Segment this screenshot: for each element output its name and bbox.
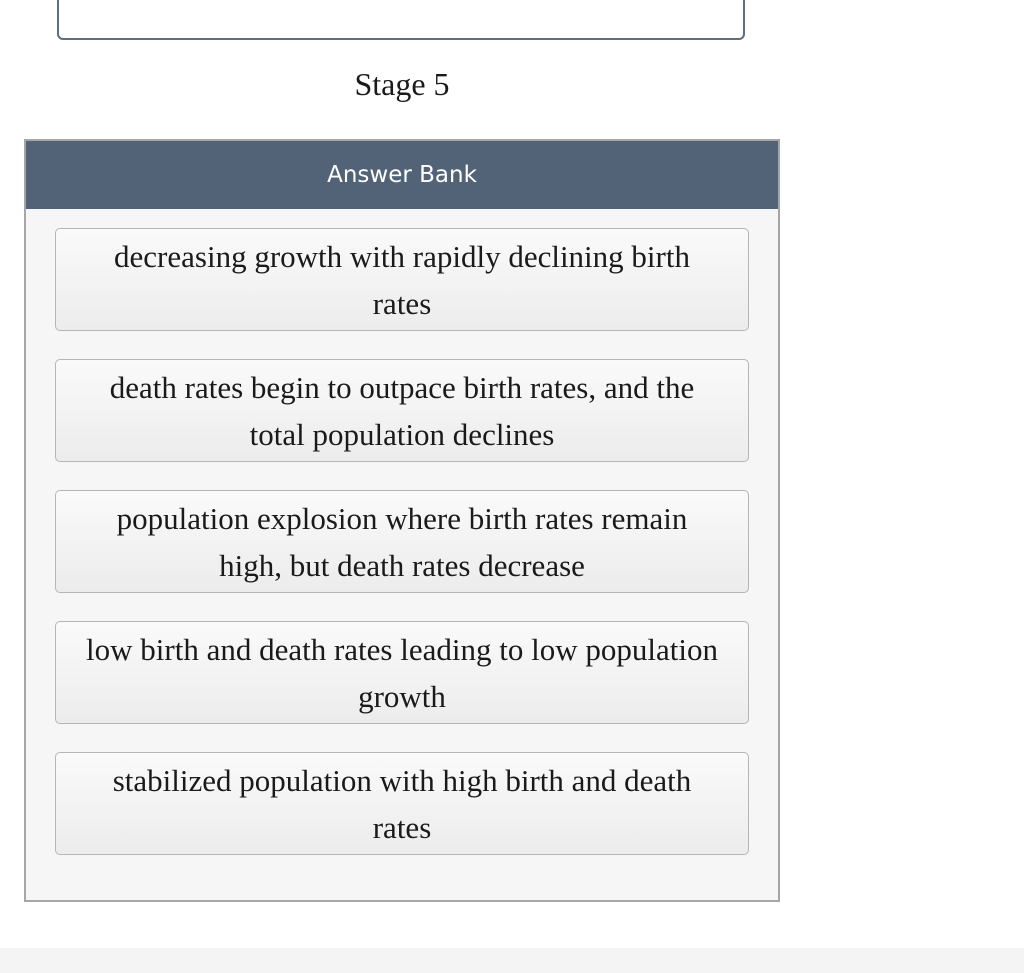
page-footer-band	[0, 948, 1024, 973]
answer-item-label: death rates begin to outpace birth rates, and the total population declines	[109, 369, 695, 452]
answer-item-5[interactable]	[55, 752, 749, 855]
answer-item-4[interactable]	[55, 621, 749, 724]
answer-item-label: population explosion where birth rates remain high, but death rates decrease	[116, 500, 688, 583]
answer-item-2[interactable]	[55, 359, 749, 462]
stage-label: Stage 5	[354, 66, 450, 102]
answer-bank	[24, 139, 780, 902]
answer-item-1[interactable]	[55, 228, 749, 331]
stage-5-drop-target[interactable]	[57, 0, 745, 40]
answer-item-3[interactable]	[55, 490, 749, 593]
answer-item-label: decreasing growth with rapidly declining birth rates	[114, 238, 690, 321]
answer-bank-items	[26, 209, 778, 855]
answer-item-label: low birth and death rates leading to low population growth	[86, 631, 718, 714]
answer-item-label: stabilized population with high birth and death rates	[112, 762, 692, 845]
answer-bank-header: Answer Bank	[26, 141, 778, 209]
